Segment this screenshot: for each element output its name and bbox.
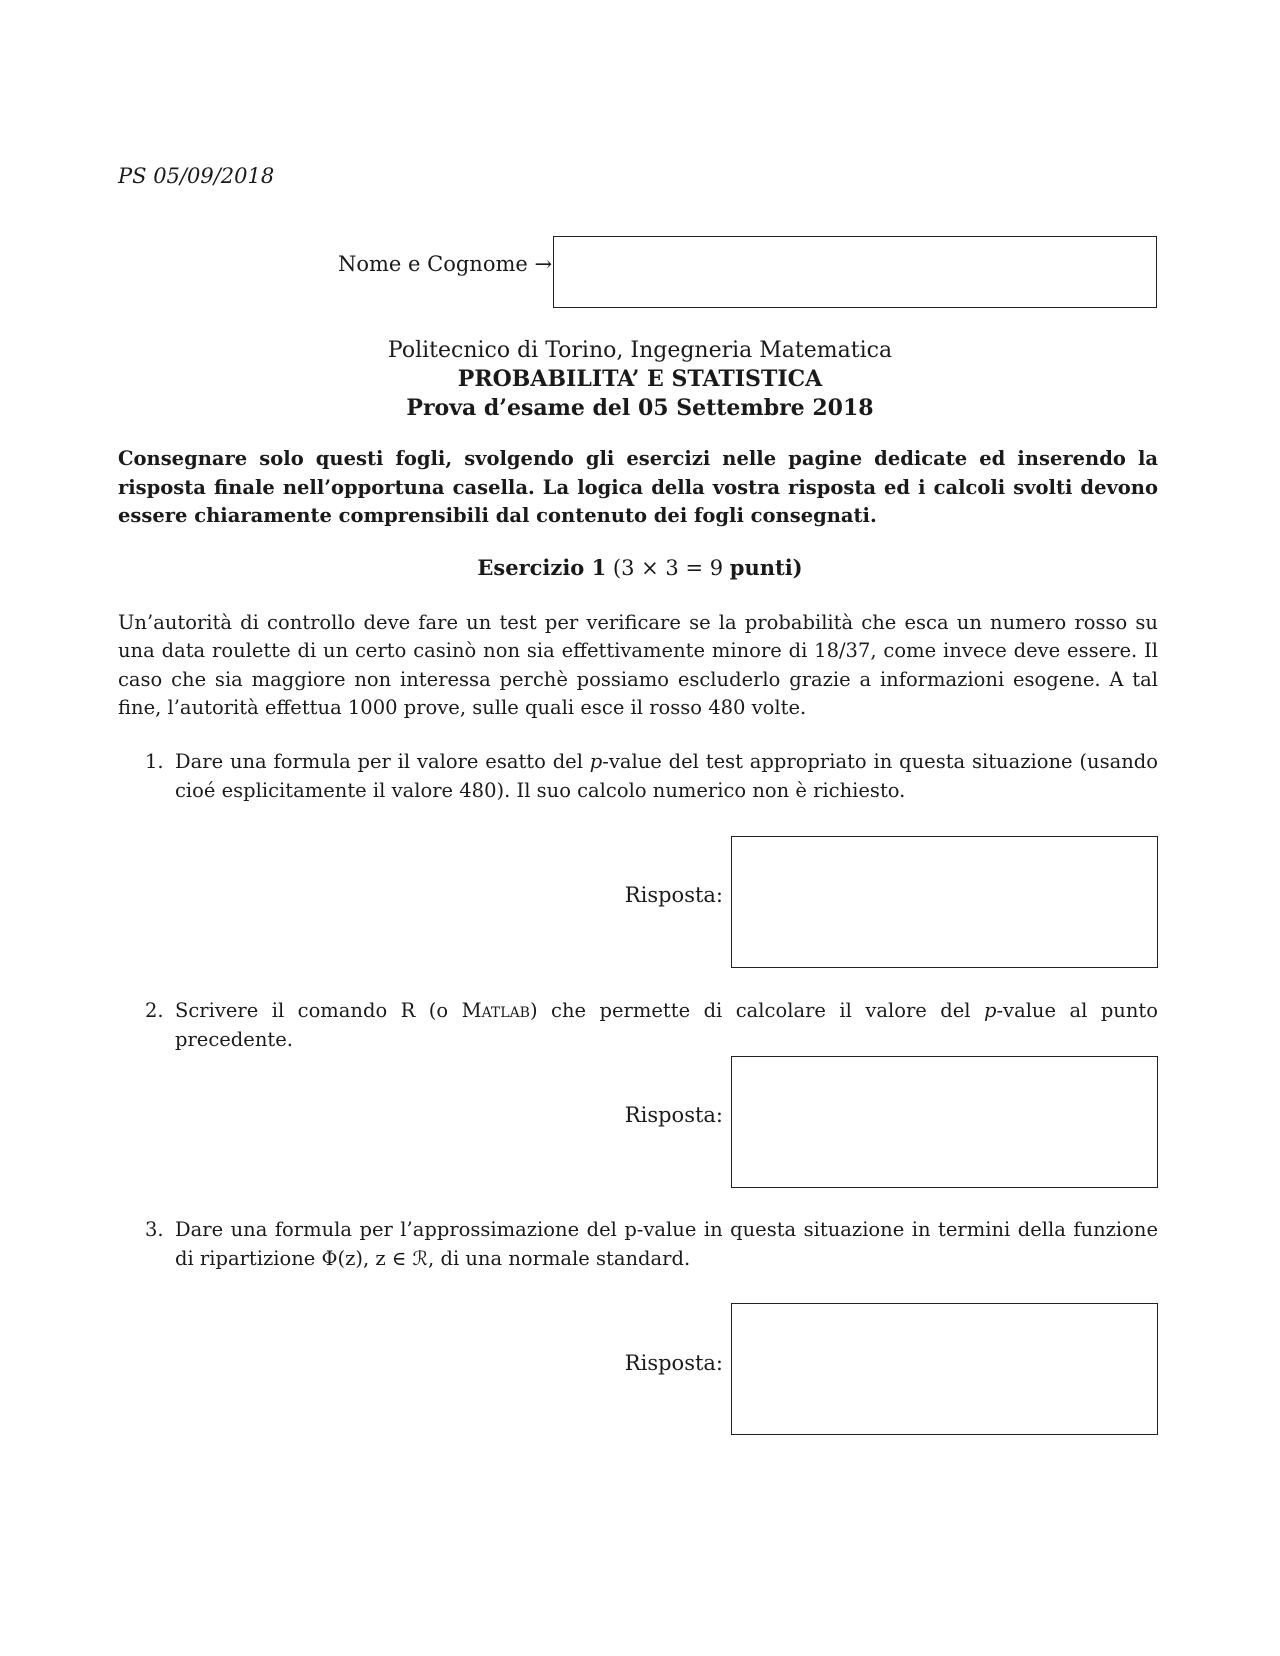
question-text: Dare una formula per l’approssimazione del p-value in questa situazione in termini della funzione di ripartizione Φ(z), z ∈ ℛ, di una normale standard. [175,1218,1158,1270]
exercise-points-unit: punti) [729,555,803,580]
question-number: 1. [145,750,164,773]
university-line: Politecnico di Torino, Ingegneria Matematica [387,338,893,363]
question-text: Scrivere il comando R (o Matlab) che permette di calcolare il valore del p-value al punto precedente. [175,999,1158,1051]
question-number: 3. [145,1218,164,1241]
exercise-title [0,555,1280,580]
name-field-label: Nome e Cognome → [338,252,553,276]
exercise-intro: Un’autorità di controllo deve fare un test per verificare se la probabilità che esca un numero rosso su una data roulette di un certo casinò non sia effettivamente minore di 18/37, come invece deve essere. Il caso che sia maggiore non interessa perchè possiamo escluderlo grazie a informazioni esogene. A tal fine, l’autorità effettua 1000 prove, sulle quali esce il rosso 480 volte. [118,611,1158,719]
question-3 [145,1215,1158,1273]
exam-date-title: Prova d’esame del 05 Settembre 2018 [406,395,874,421]
exercise-points: (3 × 3 = 9 [612,556,724,580]
answer-label: Risposta: [624,1351,723,1375]
exam-header-tag: PS 05/09/2018 [118,164,275,188]
answer-label: Risposta: [624,883,723,907]
answer-box-2[interactable] [731,1056,1158,1188]
answer-box-3[interactable] [731,1303,1158,1435]
answer-box-1[interactable] [731,836,1158,968]
question-number: 2. [145,999,164,1022]
instructions-paragraph: Consegnare solo questi fogli, svolgendo gli esercizi nelle pagine dedicate ed inserendo la risposta finale nell’opportuna casella. La logica della vostra risposta ed i calcoli svolti devono essere chiaramente comprensibili dal contenuto dei fogli consegnati. [118,447,1158,527]
name-input-box[interactable] [553,236,1157,308]
exercise-title-label: Esercizio 1 [477,555,607,580]
answer-label: Risposta: [624,1103,723,1127]
question-text: Dare una formula per il valore esatto del p-value del test appropriato in questa situazione (usando cioé esplicitamente il valore 480). Il suo calcolo numerico non è richiesto. [175,750,1158,802]
course-title: PROBABILITA’ E STATISTICA [457,366,823,392]
exam-title-block [0,336,1280,423]
question-1 [145,747,1158,805]
question-2 [145,996,1158,1054]
